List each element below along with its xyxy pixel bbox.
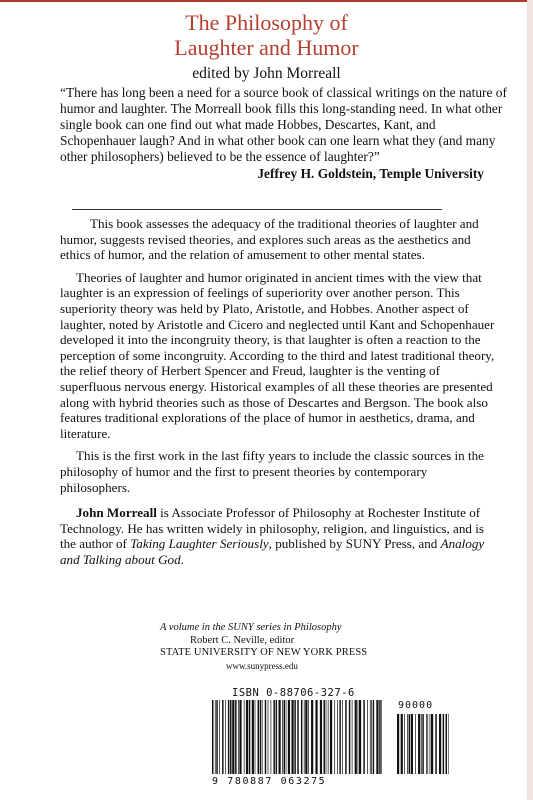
barcode-bar <box>262 700 263 774</box>
barcode-bar <box>212 700 213 774</box>
description-paragraph-2: Theories of laughter and humor originated in ancient times with the view that laughter is an expression of feelings of superiority over another person. This superiority theory was held by Plato, Aristotle, and Hobbes. Another aspect of laughter, noted by Aristotle and Cicero and neglected until Kant and Schopenhauer developed it into the incongruity theory, is that laughter is often a reaction to the perception of some incongruity. According to the third and latest traditional theory, the relief theory of Herbert Spencer and Freud, laughter is the venting of superfluous nervous energy. Historical examples of all these theories are presented along with hybrid theories such as those of Descartes and Bergson. The book also features traditional explorations of the place of humor in aesthetics, drama, and literature. <box>60 269 495 441</box>
bio-text-b: , published by SUNY Press, and <box>268 536 441 552</box>
barcode-bar <box>448 714 449 774</box>
title-line-2: Laughter and Humor <box>174 35 359 60</box>
barcode-bar <box>439 714 441 774</box>
series-line: A volume in the SUNY series in Philosophy <box>160 622 342 633</box>
barcode-bar <box>311 700 313 774</box>
barcode-bar <box>397 714 399 774</box>
barcode-bar <box>284 700 285 774</box>
barcode-bar <box>342 700 343 774</box>
endorsement-quote <box>60 85 510 182</box>
barcode-bar <box>337 700 338 774</box>
quote-attribution: Jeffrey H. Goldstein, Temple University <box>257 166 484 181</box>
barcode-bar <box>446 714 447 774</box>
barcode-bar <box>249 700 250 774</box>
description-paragraph-3: This is the first work in the last fifty years to include the classic sources in the philosophy of humor and the first to present theories by contemporary philosophers. <box>60 448 484 495</box>
barcode-bar <box>279 700 281 774</box>
barcode-bar <box>379 700 380 774</box>
isbn-label: ISBN 0-88706-327-6 <box>232 687 355 699</box>
barcode-bar <box>409 714 410 774</box>
publisher-url: www.sunypress.edu <box>226 660 298 671</box>
barcode-bar <box>297 700 298 774</box>
barcode-bar <box>426 714 427 774</box>
barcode-bar <box>315 700 317 774</box>
addon-barcode-bars <box>397 714 449 774</box>
barcode-bar <box>330 700 332 774</box>
barcode-bar <box>305 700 307 774</box>
ean-barcode-bars <box>212 700 382 774</box>
cover-header <box>0 10 533 84</box>
barcode-bar <box>219 700 220 774</box>
bio-book-2: Analogy and Talking about God <box>60 536 485 567</box>
barcode-bar <box>381 700 382 774</box>
bio-book-1: Taking Laughter Seriously <box>130 536 269 552</box>
barcode-bar <box>349 700 350 774</box>
barcode-bar <box>422 714 423 774</box>
spine-edge-band <box>527 0 533 800</box>
barcode-bar <box>415 714 416 774</box>
barcode-bar <box>301 700 302 774</box>
barcode-bar <box>286 700 287 774</box>
barcode-bar <box>345 700 346 774</box>
barcode-bar <box>373 700 374 774</box>
barcode-bar <box>430 714 431 774</box>
author-name: John Morreall <box>76 505 157 521</box>
barcode-bar <box>421 714 422 774</box>
barcode-bar <box>239 700 241 774</box>
barcode-bar <box>355 700 357 774</box>
barcode-bar <box>352 700 353 774</box>
description-body <box>60 216 500 574</box>
barcode-bar <box>371 700 372 774</box>
barcode-bar <box>358 700 359 774</box>
barcode-bar <box>265 700 266 774</box>
barcode-bar <box>363 700 364 774</box>
barcode-bar <box>326 700 327 774</box>
barcode-bar <box>431 714 433 774</box>
barcode-bar <box>411 714 413 774</box>
section-divider <box>72 209 442 210</box>
barcode-bar <box>359 700 361 774</box>
barcode-bar <box>228 700 229 774</box>
barcode-bar <box>288 700 290 774</box>
barcode-bar <box>334 700 335 774</box>
barcode-bar <box>215 700 216 774</box>
barcode-digits: 9 780887 063275 <box>212 776 327 787</box>
barcode-bar <box>339 700 340 774</box>
barcode-bar <box>401 714 403 774</box>
editor-credit: edited by John Morreall <box>192 65 341 82</box>
barcode-bar <box>222 700 223 774</box>
bio-text-a: is Associate Professor of Philosophy at Rochester Institute of Technology. He has written widely in philosophy, religion, and linguistics, and is the author of <box>60 505 484 552</box>
series-editor: Robert C. Neville, editor <box>190 634 295 646</box>
barcode-bar <box>282 700 283 774</box>
barcode-bar <box>324 700 325 774</box>
barcode-bar <box>370 700 371 774</box>
barcode-bar <box>404 714 405 774</box>
barcode-bar <box>320 700 322 774</box>
series-info <box>160 622 460 672</box>
description-paragraph-1: This book assesses the adequacy of the traditional theories of laughter and humor, suggests revised theories, and explores such areas as the aesthetics and ethics of humor, and the relation of amusement to other mental states. <box>60 216 479 263</box>
quote-text: “There has long been a need for a source book of classical writings on the nature of humor and laughter. The Morreall book fills this long-standing need. In what other single book can one find out what made Hobbes, Descartes, Kant, and Schopenhauer laugh? And in what other book can one learn what they (and many other philosophers) believed to be the essence of laughter?” <box>60 85 507 164</box>
barcode-bar <box>230 700 231 774</box>
barcode-bar <box>260 700 261 774</box>
barcode-bar <box>308 700 309 774</box>
publisher-name: STATE UNIVERSITY OF NEW YORK PRESS <box>160 647 368 658</box>
barcode-bar <box>367 700 368 774</box>
barcode-bar <box>225 700 226 774</box>
top-red-rule <box>0 0 533 2</box>
barcode-bar <box>255 700 256 774</box>
barcode-bar <box>232 700 234 774</box>
barcode-bar <box>443 714 444 774</box>
barcode-bar <box>216 700 217 774</box>
barcode-bar <box>304 700 305 774</box>
title-line-1: The Philosophy of <box>185 10 348 35</box>
barcode-bar <box>252 700 254 774</box>
author-bio <box>60 505 500 567</box>
barcode-bar <box>292 700 294 774</box>
barcode-bar <box>407 714 408 774</box>
barcode-bar <box>435 714 436 774</box>
barcode-bar <box>273 700 274 774</box>
barcode <box>212 700 452 787</box>
barcode-bar <box>271 700 272 774</box>
barcode-bar <box>246 700 248 774</box>
barcode-bar <box>328 700 329 774</box>
barcode-addon-digits: 90000 <box>398 700 434 711</box>
barcode-bar <box>276 700 277 774</box>
barcode-bar <box>268 700 269 774</box>
book-title <box>0 10 533 60</box>
barcode-bar <box>258 700 259 774</box>
bio-text-c: . <box>180 551 184 567</box>
barcode-bar <box>244 700 245 774</box>
barcode-bar <box>376 700 378 774</box>
barcode-bar <box>427 714 428 774</box>
barcode-bar <box>418 714 420 774</box>
barcode-bar <box>238 700 239 774</box>
barcode-bar <box>294 700 295 774</box>
barcode-bar <box>235 700 236 774</box>
